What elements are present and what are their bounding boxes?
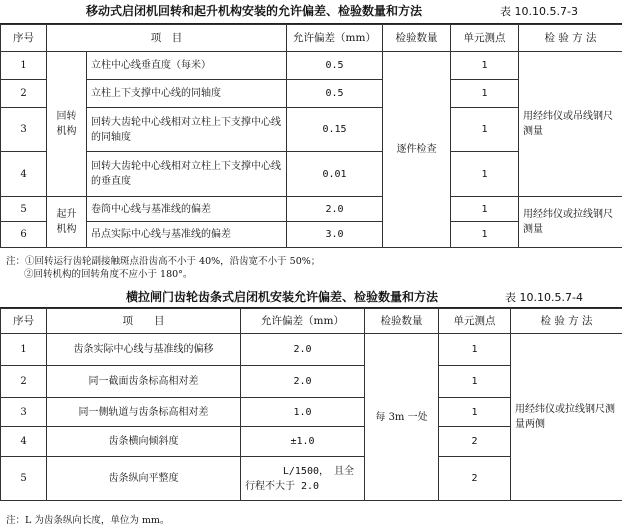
row-points: 1 <box>451 197 519 222</box>
row-points: 1 <box>451 152 519 197</box>
row-tolerance: 1.0 <box>241 398 365 427</box>
row-points: 1 <box>451 108 519 152</box>
tolerance-line: 行程不大于 2.0 <box>245 480 320 492</box>
note-line: ②回转机构的回转角度不应小于 180°。 <box>24 269 193 280</box>
header-method: 检 验 方 法 <box>519 25 622 52</box>
header-no: 序号 <box>1 25 47 52</box>
row-points: 1 <box>451 52 519 80</box>
row-no: 5 <box>1 197 47 222</box>
row-item: 吊点实际中心线与基准线的偏差 <box>87 222 287 248</box>
table2-note: 注：L 为齿条纵向长度，单位为 mm。 <box>6 515 170 526</box>
row-item: 卷筒中心线与基准线的偏差 <box>87 197 287 222</box>
method-cell: 用经纬仪或拉线钢尺测量两侧 <box>511 334 622 501</box>
row-item: 齿条横向倾斜度 <box>47 427 241 457</box>
header-item: 项 目 <box>47 25 287 52</box>
header-item: 项 目 <box>47 309 241 334</box>
row-item: 回转大齿轮中心线相对立柱上下支撑中心线的同轴度 <box>87 108 287 152</box>
row-item: 回转大齿轮中心线相对立柱上下支撑中心线的垂直度 <box>87 152 287 197</box>
inspection-qty: 逐件检查 <box>383 52 451 248</box>
method-cell: 用经纬仪或拉线钢尺测量 <box>519 197 622 248</box>
header-inspection-qty: 检验数量 <box>365 309 439 334</box>
row-no: 3 <box>1 108 47 152</box>
table-row <box>1 334 622 366</box>
row-tolerance: 2.0 <box>287 197 383 222</box>
table-row <box>1 52 622 80</box>
row-tolerance <box>241 457 365 501</box>
table1-title-bar <box>0 2 622 18</box>
header-tolerance: 允许偏差（mm） <box>241 309 365 334</box>
row-item: 同一侧轨道与齿条标高相对差 <box>47 398 241 427</box>
table1-number: 表 10.10.5.7-3 <box>500 5 578 18</box>
row-no: 2 <box>1 366 47 398</box>
header-unit-points: 单元测点 <box>439 309 511 334</box>
row-tolerance: 3.0 <box>287 222 383 248</box>
table2-header-row <box>1 309 622 334</box>
header-inspection-qty: 检验数量 <box>383 25 451 52</box>
row-tolerance: 0.5 <box>287 52 383 80</box>
row-points: 2 <box>439 427 511 457</box>
row-item: 齿条纵向平整度 <box>47 457 241 501</box>
row-tolerance: 2.0 <box>241 366 365 398</box>
header-no: 序号 <box>1 309 47 334</box>
row-no: 4 <box>1 152 47 197</box>
row-points: 1 <box>439 366 511 398</box>
table2-title: 横拉闸门齿轮齿条式启闭机安装允许偏差、检验数量和方法 <box>126 290 439 304</box>
row-tolerance: 0.01 <box>287 152 383 197</box>
table2-number: 表 10.10.5.7-4 <box>505 291 583 304</box>
row-no: 4 <box>1 427 47 457</box>
row-no: 2 <box>1 80 47 108</box>
group-label-text: 起升机构 <box>56 209 77 235</box>
table1-header-row <box>1 25 622 52</box>
table2-title-bar <box>0 288 622 304</box>
row-points: 1 <box>439 334 511 366</box>
table2 <box>0 308 622 501</box>
row-item: 立柱上下支撑中心线的同轴度 <box>87 80 287 108</box>
row-no: 6 <box>1 222 47 248</box>
row-item: 同一截面齿条标高相对差 <box>47 366 241 398</box>
row-points: 1 <box>439 398 511 427</box>
row-item: 齿条实际中心线与基准线的偏移 <box>47 334 241 366</box>
table1 <box>0 24 622 248</box>
note-line: 注：①回转运行齿轮副接触斑点沿齿高不小于 40%，沿齿宽不小于 50%； <box>6 256 321 267</box>
row-tolerance: 0.15 <box>287 108 383 152</box>
table-row <box>1 197 622 222</box>
method-cell: 用经纬仪或吊线钢尺测量 <box>519 52 622 197</box>
row-tolerance: 2.0 <box>241 334 365 366</box>
group-label <box>47 197 87 248</box>
table1-notes <box>6 255 320 281</box>
row-no: 5 <box>1 457 47 501</box>
inspection-qty: 每 3m 一处 <box>365 334 439 501</box>
row-no: 1 <box>1 52 47 80</box>
group-label-text: 回转机构 <box>56 111 77 137</box>
row-no: 3 <box>1 398 47 427</box>
row-tolerance: ±1.0 <box>241 427 365 457</box>
header-unit-points: 单元测点 <box>451 25 519 52</box>
header-tolerance: 允许偏差（mm） <box>287 25 383 52</box>
table1-title: 移动式启闭机回转和起升机构安装的允许偏差、检验数量和方法 <box>86 4 423 18</box>
header-method: 检 验 方 法 <box>511 309 622 334</box>
row-points: 1 <box>451 222 519 248</box>
row-no: 1 <box>1 334 47 366</box>
row-item: 立柱中心线垂直度（每米） <box>87 52 287 80</box>
row-tolerance: 0.5 <box>287 80 383 108</box>
group-label <box>47 52 87 197</box>
tolerance-line: L/1500， 且全 <box>282 465 354 477</box>
row-points: 1 <box>451 80 519 108</box>
row-points: 2 <box>439 457 511 501</box>
